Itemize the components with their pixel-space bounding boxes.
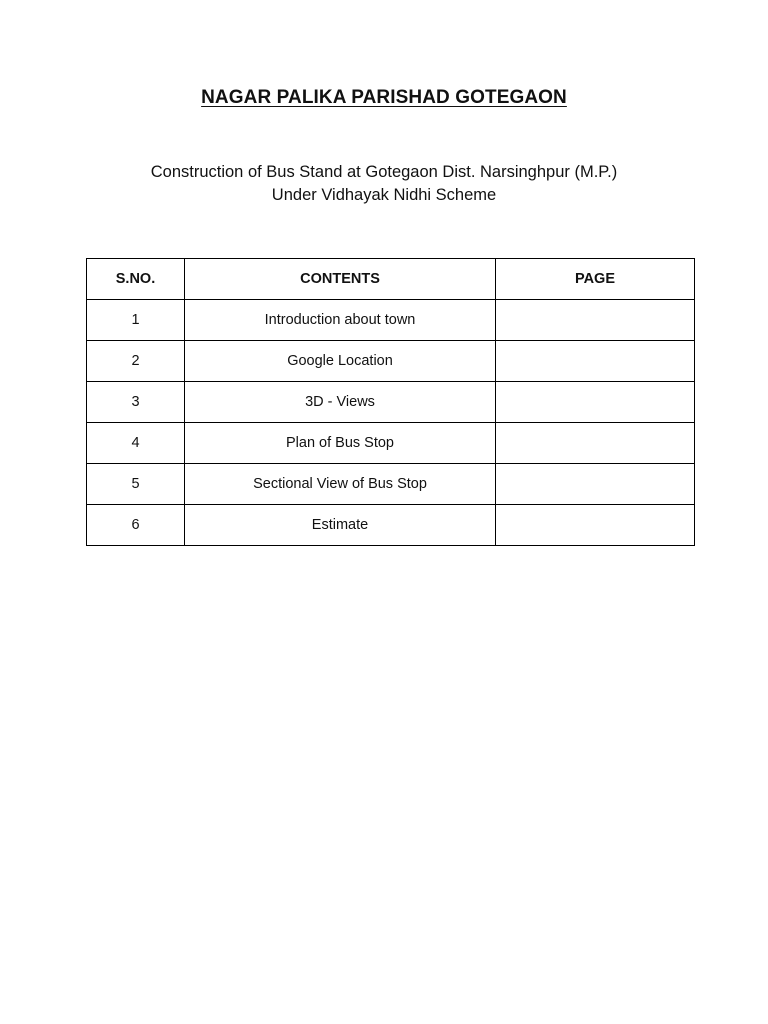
row-page — [496, 382, 695, 423]
table-row — [87, 382, 695, 423]
row-contents: 3D - Views — [185, 382, 496, 423]
row-sno: 1 — [87, 300, 185, 341]
table-row — [87, 423, 695, 464]
row-contents: Introduction about town — [185, 300, 496, 341]
subtitle-line-1: Construction of Bus Stand at Gotegaon Dist. Narsinghpur (M.P.) — [150, 163, 618, 181]
row-sno: 5 — [87, 464, 185, 505]
contents-table — [86, 258, 695, 546]
row-contents: Sectional View of Bus Stop — [185, 464, 496, 505]
row-sno: 6 — [87, 505, 185, 546]
page-title: NAGAR PALIKA PARISHAD GOTEGAON — [201, 87, 567, 108]
header-sno: S.NO. — [87, 259, 185, 300]
header-page: PAGE — [496, 259, 695, 300]
row-page — [496, 423, 695, 464]
row-page — [496, 464, 695, 505]
row-page — [496, 300, 695, 341]
row-page — [496, 505, 695, 546]
subtitle-line-2: Under Vidhayak Nidhi Scheme — [271, 186, 497, 204]
header-contents: CONTENTS — [185, 259, 496, 300]
table-header-row — [87, 259, 695, 300]
table-row — [87, 300, 695, 341]
table-row — [87, 341, 695, 382]
row-contents: Estimate — [185, 505, 496, 546]
row-contents: Google Location — [185, 341, 496, 382]
row-page — [496, 341, 695, 382]
row-contents: Plan of Bus Stop — [185, 423, 496, 464]
row-sno: 4 — [87, 423, 185, 464]
row-sno: 2 — [87, 341, 185, 382]
row-sno: 3 — [87, 382, 185, 423]
table-row — [87, 464, 695, 505]
table-row — [87, 505, 695, 546]
